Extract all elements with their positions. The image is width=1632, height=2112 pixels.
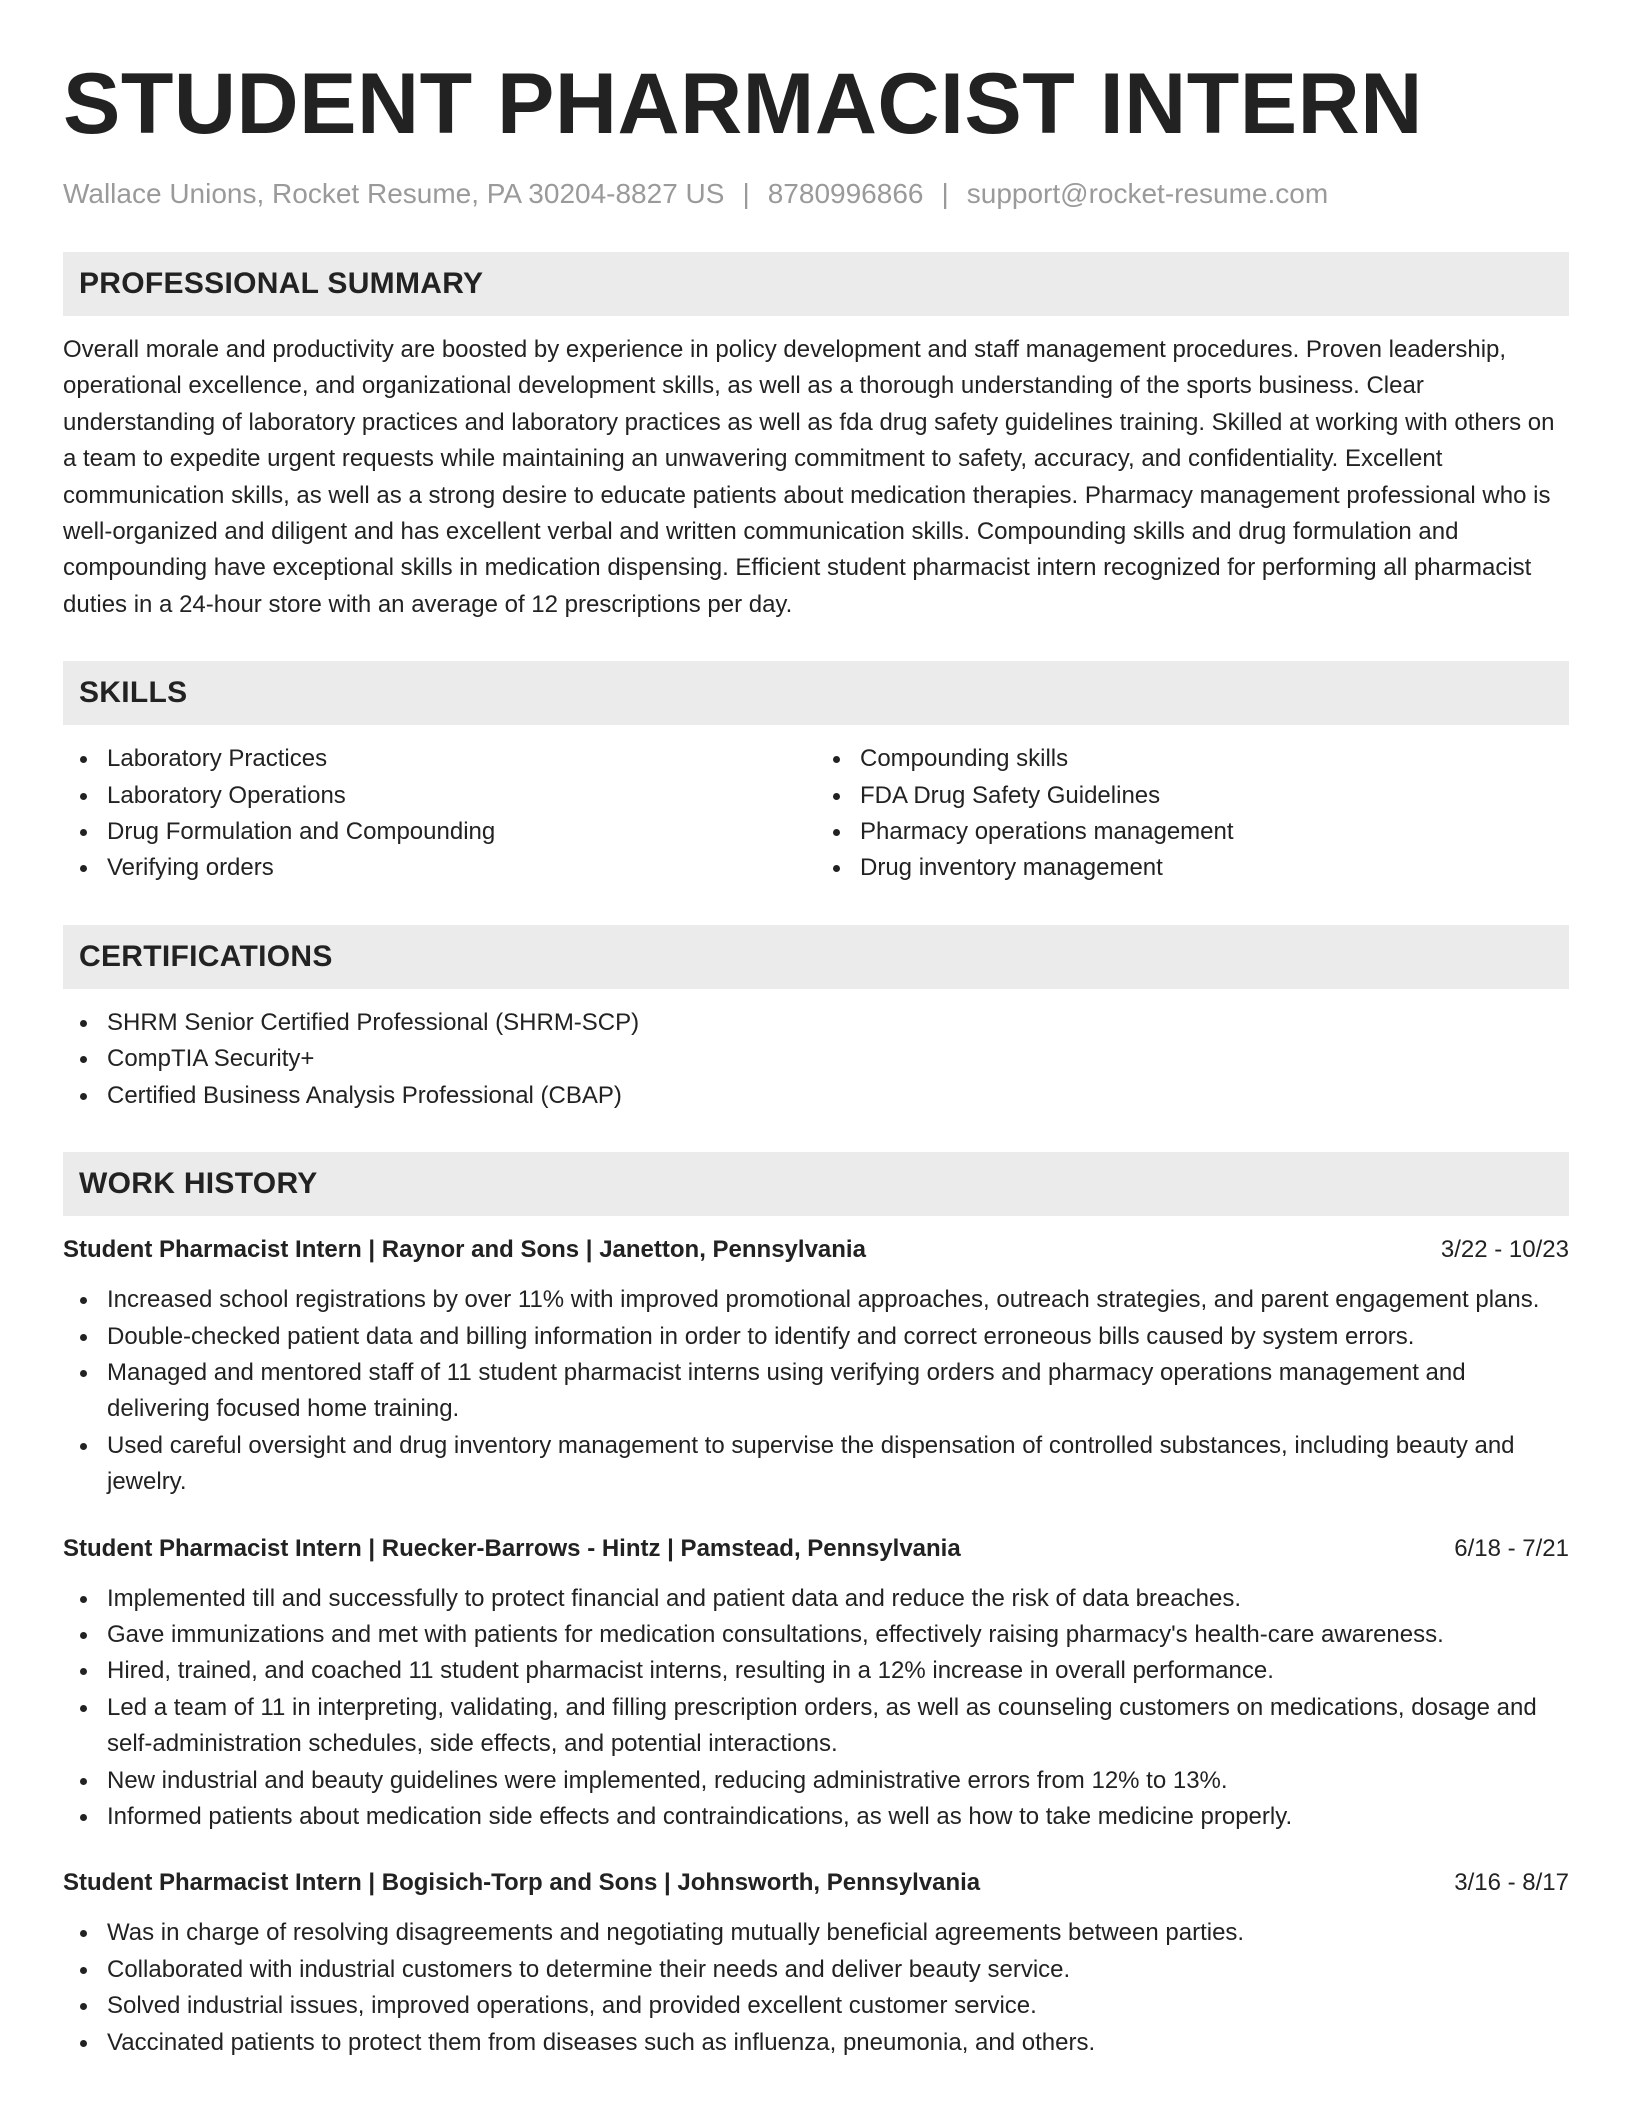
job-bullet: Solved industrial issues, improved operations, and provided excellent customer service. <box>63 1988 1569 2024</box>
job-bullet: Used careful oversight and drug inventory management to supervise the dispensation of controlled substances, including beauty and jewelry. <box>63 1428 1569 1501</box>
job-bullet: Increased school registrations by over 11% with improved promotional approaches, outreach strategies, and parent engagement plans. <box>63 1282 1569 1318</box>
contact-separator: | <box>941 178 949 209</box>
skill-item: Verifying orders <box>63 850 816 886</box>
job-bullet: Managed and mentored staff of 11 student pharmacist interns using verifying orders and pharmacy operations management and delivering focused home training. <box>63 1355 1569 1428</box>
job-dates: 3/16 - 8/17 <box>1454 1869 1569 1897</box>
contact-address: Wallace Unions, Rocket Resume, PA 30204-8827 US <box>63 178 725 209</box>
candidate-name: STUDENT PHARMACIST INTERN <box>63 56 1423 152</box>
job-bullet: Was in charge of resolving disagreements and negotiating mutually beneficial agreements between parties. <box>63 1915 1569 1951</box>
contact-phone: 8780996866 <box>767 178 924 209</box>
job-dates: 3/22 - 10/23 <box>1440 1236 1569 1264</box>
skills-grid <box>63 741 1569 887</box>
work-history-section <box>63 1152 1569 2061</box>
skill-item: Pharmacy operations management <box>816 814 1569 850</box>
certifications-section <box>63 925 1569 1114</box>
contact-email: support@rocket-resume.com <box>966 178 1329 209</box>
skill-item: Drug Formulation and Compounding <box>63 814 816 850</box>
job-entry <box>63 1865 1569 2061</box>
job-bullet: Led a team of 11 in interpreting, validating, and filling prescription orders, as well as counseling customers on medications, dosage and self-administration schedules, side effects, and potential interactions. <box>63 1690 1569 1763</box>
skill-item: Laboratory Practices <box>63 741 816 777</box>
job-entry <box>63 1232 1569 1500</box>
contact-line <box>63 174 1569 214</box>
skills-column-right <box>816 741 1569 887</box>
job-dates: 6/18 - 7/21 <box>1454 1534 1569 1562</box>
skills-list-left <box>63 741 816 887</box>
job-title: Student Pharmacist Intern | Raynor and Sons | Janetton, Pennsylvania <box>63 1236 866 1264</box>
job-bullet: Hired, trained, and coached 11 student pharmacist interns, resulting in a 12% increase in overall performance. <box>63 1653 1569 1689</box>
job-entry <box>63 1531 1569 1836</box>
job-bullet: New industrial and beauty guidelines were implemented, reducing administrative errors from 12% to 13%. <box>63 1763 1569 1799</box>
job-bullets <box>63 1282 1569 1500</box>
job-title: Student Pharmacist Intern | Bogisich-Torp and Sons | Johnsworth, Pennsylvania <box>63 1869 981 1897</box>
skill-item: Laboratory Operations <box>63 778 816 814</box>
section-heading-summary: PROFESSIONAL SUMMARY <box>63 252 1569 316</box>
job-bullet: Collaborated with industrial customers to determine their needs and deliver beauty service. <box>63 1952 1569 1988</box>
job-bullet: Gave immunizations and met with patients for medication consultations, effectively raising pharmacy's health-care awareness. <box>63 1617 1569 1653</box>
skill-item: Compounding skills <box>816 741 1569 777</box>
summary-paragraph: Overall morale and productivity are boosted by experience in policy development and staff management procedures. Proven leadership, operational excellence, and organizational development skills, as well as a thorough understanding of the sports business. Clear understanding of laboratory practices and laboratory practices as well as fda drug safety guidelines training. Skilled at working with others on a team to expedite urgent requests while maintaining an unwavering commitment to safety, accuracy, and confidentiality. Excellent communication skills, as well as a strong desire to educate patients about medication therapies. Pharmacy management professional who is well-organized and diligent and has excellent verbal and written communication skills. Compounding skills and drug formulation and compounding have exceptional skills in medication dispensing. Efficient student pharmacist intern recognized for performing all pharmacist duties in a 24-hour store with an average of 12 prescriptions per day. <box>63 336 1555 618</box>
certification-item: Certified Business Analysis Professional (CBAP) <box>63 1078 1569 1114</box>
job-bullet: Double-checked patient data and billing information in order to identify and correct erroneous bills caused by system errors. <box>63 1319 1569 1355</box>
job-header <box>63 1531 1569 1567</box>
job-bullet: Vaccinated patients to protect them from diseases such as influenza, pneumonia, and others. <box>63 2025 1569 2061</box>
job-bullets <box>63 1915 1569 2061</box>
job-title: Student Pharmacist Intern | Ruecker-Barrows - Hintz | Pamstead, Pennsylvania <box>63 1534 961 1562</box>
skills-list-right <box>816 741 1569 887</box>
job-bullets <box>63 1581 1569 1836</box>
contact-separator: | <box>742 178 750 209</box>
skills-column-left <box>63 741 816 887</box>
professional-summary-section <box>63 252 1569 623</box>
certifications-list <box>63 1005 1569 1114</box>
skill-item: FDA Drug Safety Guidelines <box>816 778 1569 814</box>
skills-section <box>63 661 1569 887</box>
job-header <box>63 1232 1569 1268</box>
job-bullet: Implemented till and successfully to protect financial and patient data and reduce the risk of data breaches. <box>63 1581 1569 1617</box>
certification-item: CompTIA Security+ <box>63 1041 1569 1077</box>
job-header <box>63 1865 1569 1901</box>
section-heading-work-history: WORK HISTORY <box>63 1152 1569 1216</box>
skill-item: Drug inventory management <box>816 850 1569 886</box>
section-heading-skills: SKILLS <box>63 661 1569 725</box>
job-bullet: Informed patients about medication side effects and contraindications, as well as how to take medicine properly. <box>63 1799 1569 1835</box>
section-heading-certifications: CERTIFICATIONS <box>63 925 1569 989</box>
certification-item: SHRM Senior Certified Professional (SHRM-SCP) <box>63 1005 1569 1041</box>
